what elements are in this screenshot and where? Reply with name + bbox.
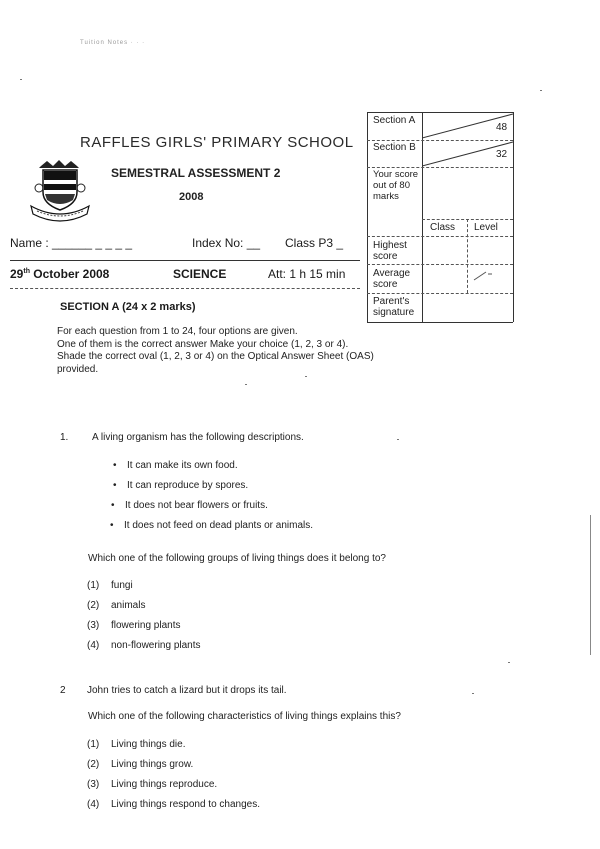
- level-header: Level: [474, 222, 498, 233]
- answer-option[interactable]: (2) Living things grow.: [87, 759, 194, 770]
- answer-option[interactable]: (2) animals: [87, 600, 146, 611]
- index-label: Index No: __: [192, 236, 261, 250]
- class-label: Class P3 _: [285, 236, 344, 250]
- answer-option[interactable]: (1) Living things die.: [87, 739, 186, 750]
- scan-speck: [397, 439, 399, 440]
- exam-date: 29th October 2008: [10, 267, 110, 281]
- answer-option[interactable]: (4) Living things respond to changes.: [87, 799, 260, 810]
- subject-label: SCIENCE: [173, 267, 227, 281]
- highest-score-label: Highest score: [373, 240, 407, 262]
- scan-speck: [540, 90, 542, 91]
- scan-speck: [305, 376, 307, 377]
- average-score-label: Average score: [373, 268, 411, 290]
- duration-label: Att: 1 h 15 min: [268, 267, 346, 281]
- header-divider: [10, 260, 360, 261]
- school-name: RAFFLES GIRLS' PRIMARY SCHOOL: [80, 134, 354, 151]
- scan-edge-line: [590, 515, 591, 655]
- scan-speck: [508, 662, 510, 663]
- instructions: For each question from 1 to 24, four options are given. One of them is the correct answer Make your choice (1, 2, 3 or 4). Shade the correct oval (1, 2, 3 or 4) on the Optical Answer Sheet (OAS) provided.: [57, 326, 374, 375]
- average-mark-scribble: [472, 268, 494, 282]
- question-prompt: Which one of the following groups of living things does it belong to?: [88, 553, 386, 564]
- section-a-label: Section A: [373, 115, 416, 126]
- section-title: SECTION A (24 x 2 marks): [60, 301, 196, 313]
- question-prompt: Which one of the following characteristics of living things explains this?: [88, 711, 401, 722]
- question-text: A living organism has the following descriptions.: [92, 432, 304, 443]
- school-crest-logo: [27, 158, 93, 222]
- header-divider-dashed: [10, 288, 360, 289]
- parent-signature-label: Parent's signature: [373, 296, 415, 318]
- description-item: • It can make its own food.: [127, 460, 238, 471]
- answer-option[interactable]: (3) flowering plants: [87, 620, 181, 631]
- answer-option[interactable]: (3) Living things reproduce.: [87, 779, 218, 790]
- description-item: • It does not feed on dead plants or animals.: [124, 520, 313, 531]
- class-header: Class: [430, 222, 456, 233]
- assessment-title: SEMESTRAL ASSESSMENT 2: [111, 166, 281, 180]
- header-faint-text: Tuition Notes · · ·: [80, 40, 146, 46]
- assessment-year: 2008: [179, 191, 204, 203]
- section-b-score: 32: [496, 149, 508, 160]
- section-a-score: 48: [496, 122, 508, 133]
- description-item: • It can reproduce by spores.: [127, 480, 248, 491]
- question-number: 1.: [60, 432, 69, 443]
- description-item: • It does not bear flowers or fruits.: [125, 500, 268, 511]
- question-number: 2: [60, 685, 66, 696]
- answer-option[interactable]: (1) fungi: [87, 580, 133, 591]
- question-text: John tries to catch a lizard but it drops its tail.: [87, 685, 287, 696]
- scan-speck: [245, 384, 247, 385]
- your-score-label: Your score out of 80 marks: [373, 169, 419, 202]
- scan-speck: [20, 79, 22, 80]
- scan-speck: [472, 693, 474, 694]
- name-label: Name : ______ _ _ _ _: [10, 236, 133, 250]
- answer-option[interactable]: (4) non-flowering plants: [87, 640, 201, 651]
- section-b-label: Section B: [373, 142, 416, 153]
